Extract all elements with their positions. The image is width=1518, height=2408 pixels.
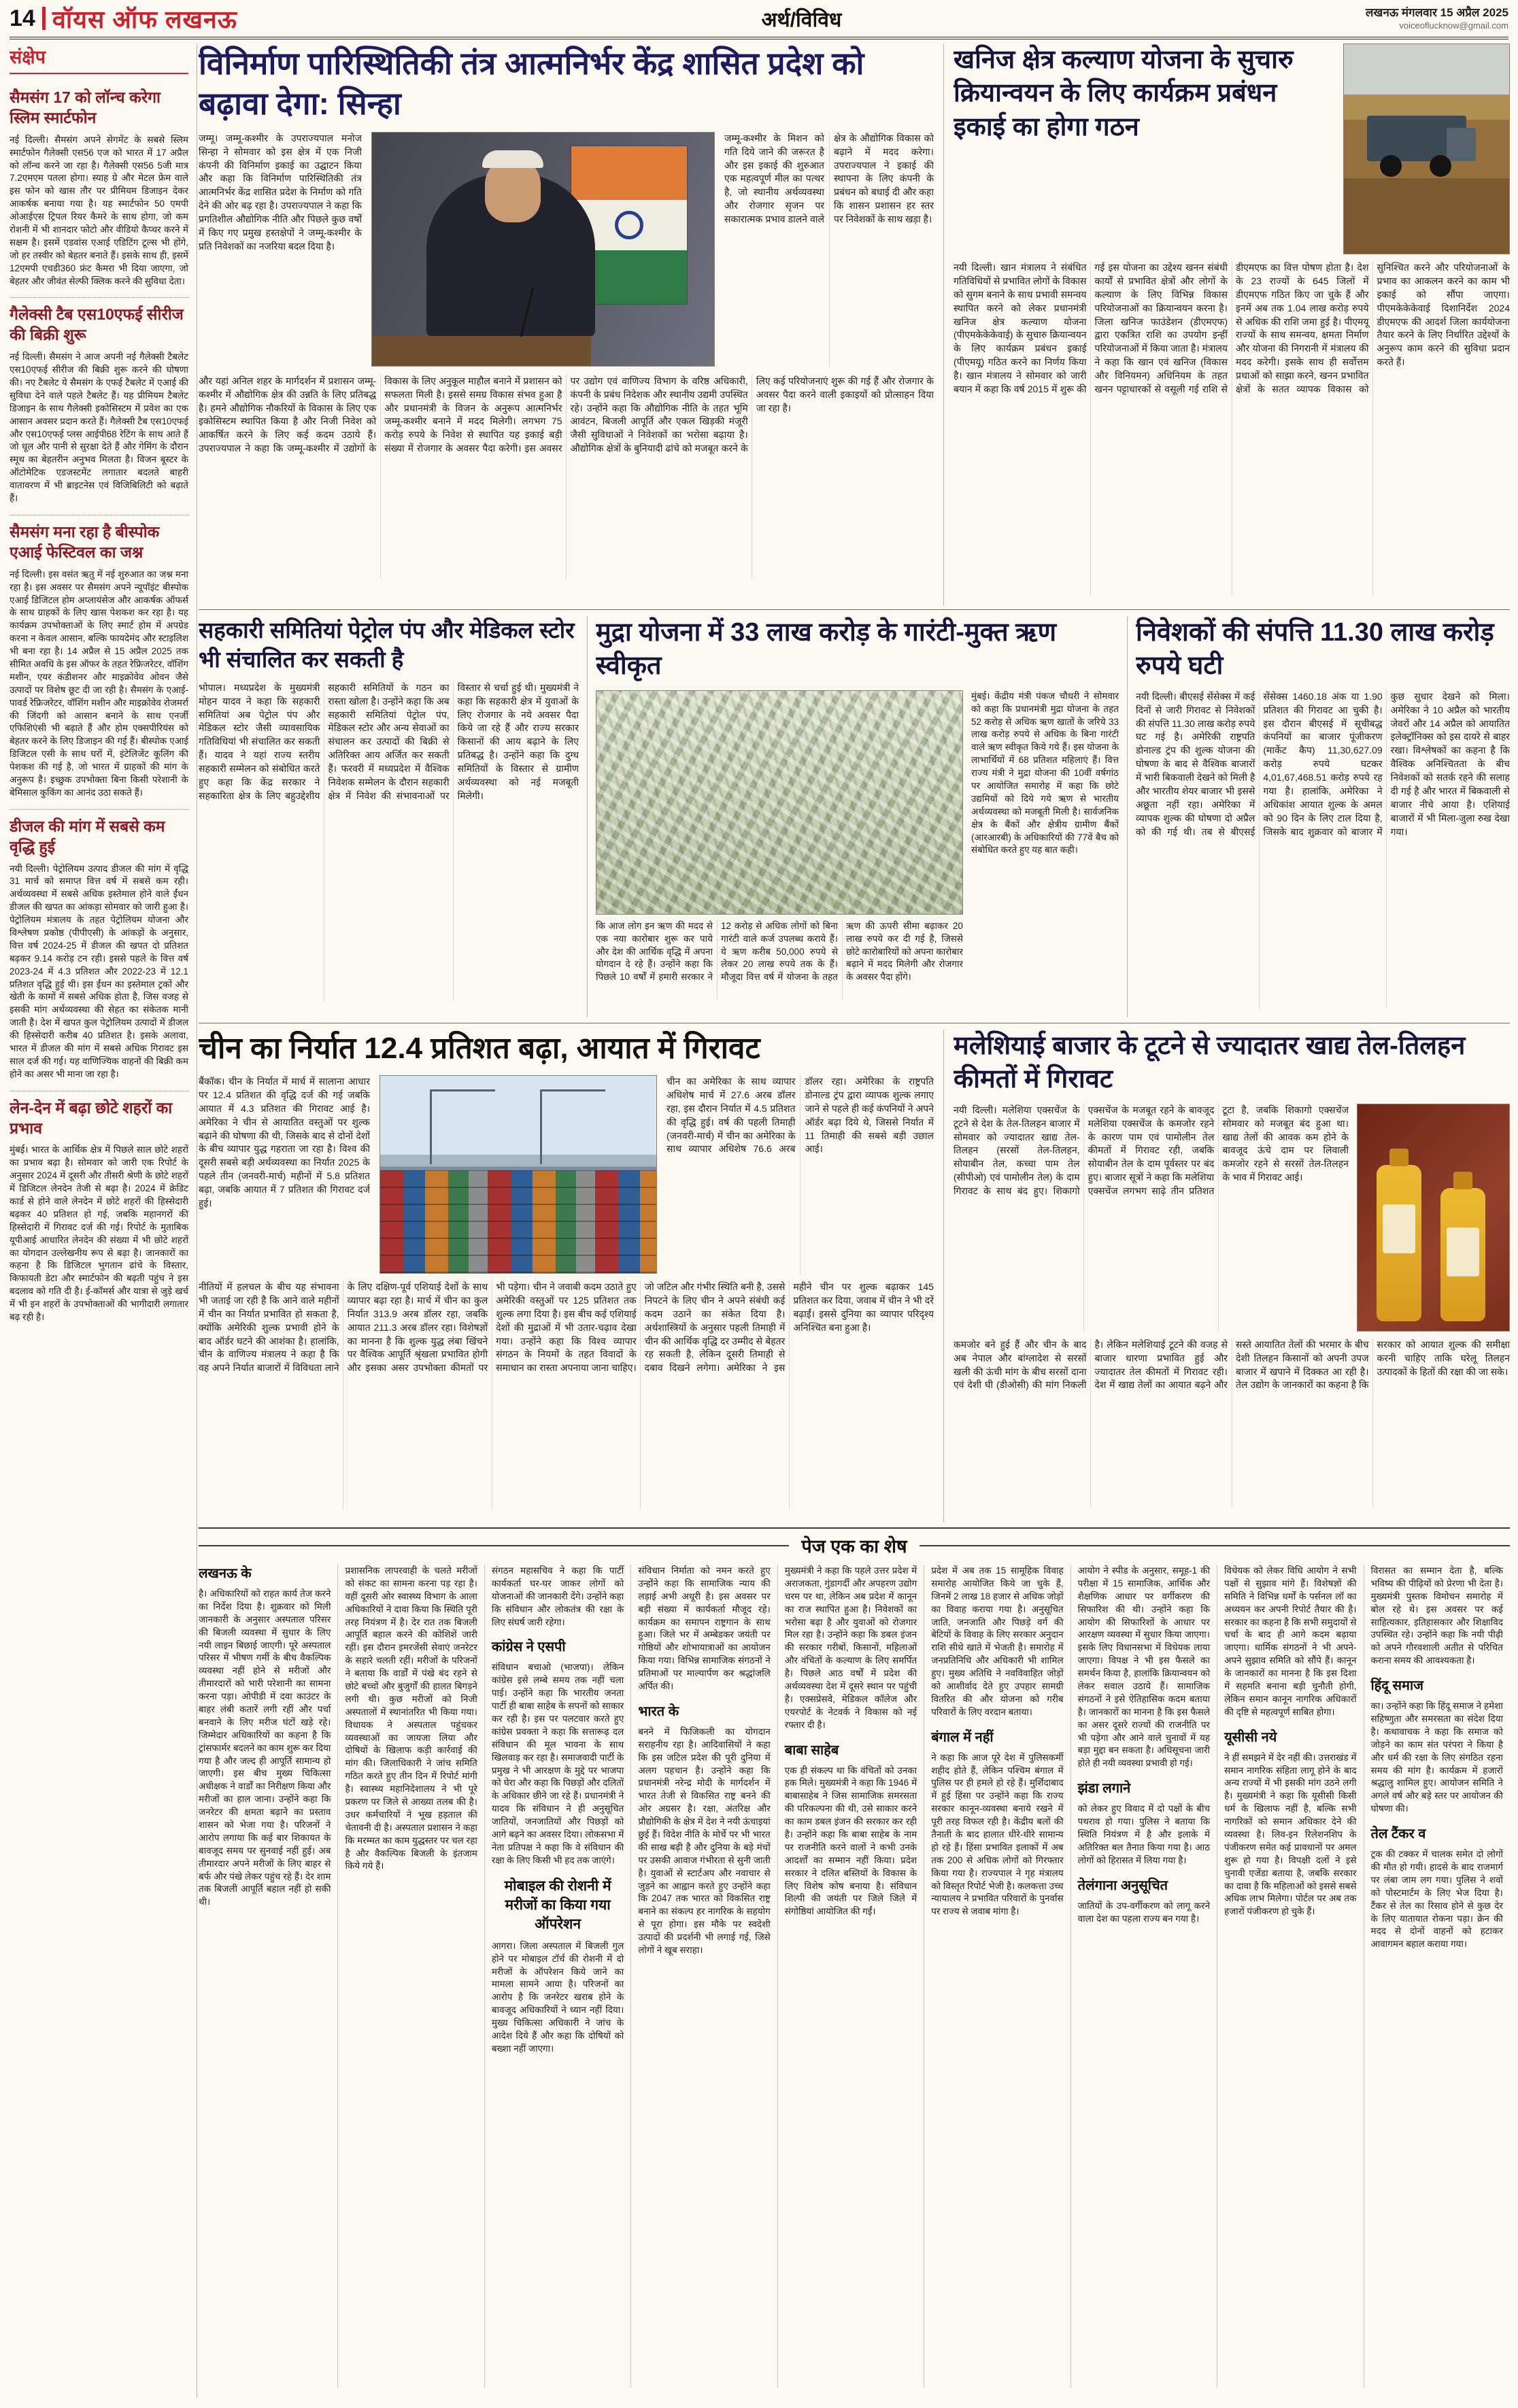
minister-flag-photo bbox=[371, 132, 715, 367]
brief-story-bespoke-ai bbox=[10, 515, 188, 800]
brief-body: नई दिल्ली। इस वसंत ऋतु में नई शुरुआत का जश्न मना रहा है। इस अवसर पर सैमसंग अपने न्यूपॉइंट बीस्पोक एआई डिजिटल होम अप्लायंसेज और आकर्षक ऑफर्स के साथ ग्राहकों के लिए खास पेशकश कर रहा है। यह कार्यक्रम उपभोक्ताओं के लिए स्मार्ट होम में अपग्रेड करना न केवल आसान, बल्कि फायदेमंद और स्टाइलिश भी बना रहा है। 14 अप्रैल से 15 अप्रैल 2025 तक सीमित अवधि के इस ऑफर के तहत रेफ्रिजरेटर, वॉशिंग मशीन, एयर कंडीशनर और माइक्रोवेव ओवन जैसे उत्पादों पर विशेष छूट दी जा रही है। सैमसंग के एआई-पावर्ड रेफ्रिजरेटर, वॉशिंग मशीन और माइक्रोवेव रोजमर्रा की जिंदगी को आसान बनाने के साथ एनर्जी एफिशिएंसी भी बढ़ाते हैं और होम एक्सपीरियंस को बेहतर करने के लिए डिजाइन की गई हैं। बीस्पोक एआई डिजिटल एसी के साथ घरों में, इंटेलिजेंट कूलिंग की पेशकश की गई है, जो भारत में ग्राहकों की मांग के अनुरूप है। इच्छुक उपभोक्ता बिना किसी परेशानी के बेमिसाल कुकिंग का आनंद उठा सकते हैं। bbox=[10, 569, 188, 798]
dateline-group bbox=[1366, 5, 1508, 31]
jump-head: यूसीसी नये bbox=[1224, 1729, 1277, 1745]
story-body-bottom: कमजोर बने हुई हैं और चीन के बाद अब नेपाल और बांग्लादेश से सरसों खली की ऊंची मांग के बीच सरसों दाना एवं देशी घी (डीओसी) की मांग निकली है। लेकिन मलेशियाई टूटने की वजह से बाजार धारणा प्रभावित हुई और ज्यादातर तेल कीमतों में गिरावट रही। देश में खाद्य तेलों का आयात बढ़ने और सस्ते आयातित तेलों की भरमार के बीच देशी तिलहन किसानों को अपनी उपज बाजार में खपाने में दिक्कत आ रही है। तेल उद्योग के जानकारों का कहना है कि सरकार को आयात शुल्क की समीक्षा करनी चाहिए ताकि घरेलू तिलहन उत्पादकों के हितों की रक्षा की जा सके। bbox=[954, 1338, 1510, 1391]
briefs-sidebar bbox=[10, 44, 197, 2398]
brief-headline: डीजल की मांग में सबसे कम वृद्धि हुई bbox=[10, 817, 165, 855]
crane-shape bbox=[540, 1089, 542, 1164]
story-top-row bbox=[199, 132, 934, 367]
container-stacks bbox=[380, 1170, 656, 1273]
brief-story-samsung-slim bbox=[10, 81, 188, 288]
jump-text: ने हीं समझने में देर नहीं की। उत्तराखंड में समान नागरिक संहिता लागू होने के बाद अन्य राज्यों में भी इसकी मांग उठने लगी है। मुख्यमंत्री ने कहा कि यूसीसी किसी धर्म के खिलाफ नहीं है, बल्कि सभी नागरिकों को समान अधिकार देने की व्यवस्था है। लिव-इन रिलेशनशिप के पंजीकरण समेत कई प्रावधानों पर अमल शुरू हो गया है। विपक्षी दलों ने इसे चुनावी एजेंडा बताया है, जबकि सरकार का दावा है कि महिलाओं को इससे सबसे अधिक लाभ मिलेगा। पोर्टल पर अब तक हजारों पंजीकरण हो चुके हैं। bbox=[1224, 1752, 1357, 1917]
continuation-col-lucknow bbox=[199, 1565, 337, 2388]
story-top-row bbox=[954, 44, 1510, 254]
band-title: पेज एक का शेष bbox=[801, 1536, 907, 1557]
jump-head: झंडा लगाने bbox=[1077, 1781, 1131, 1797]
jump-text: का। उन्होंने कहा कि हिंदू समाज ने हमेशा सहिष्णुता और समरसता का संदेश दिया है। कथावाचक ने कहा कि समाज को जोड़ने का काम संत परंपरा ने किया है और धर्म की रक्षा के लिए संगठित रहना समय की मांग है। कार्यक्रम में हजारों श्रद्धालु शामिल हुए। आयोजन समिति ने अगले वर्ष और बड़े स्तर पर आयोजन की घोषणा की। bbox=[1370, 1701, 1503, 1814]
story-top-row bbox=[596, 690, 1119, 1002]
oil-bottle-shape bbox=[1377, 1165, 1421, 1321]
brief-body: नयी दिल्ली। पेट्रोलियम उत्पाद डीजल की मांग में वृद्धि 31 मार्च को समाप्त वित्त वर्ष में सबसे कम रही। अर्थव्यवस्था में सबसे अधिक इस्तेमाल होने वाले ईंधन डीजल की खपत का आंकड़ा सोमवार को जारी हुआ है। पेट्रोलियम मंत्रालय के तहत पेट्रोलियम योजना और विश्लेषण प्रकोष्ठ (पीपीएसी) के आंकड़ों के अनुसार, वित्त वर्ष 2024-25 में डीजल की खपत दो प्रतिशत बढ़कर 9.14 करोड़ टन रही। इससे पहले के वित्त वर्ष 2023-24 में 4.3 प्रतिशत और 2022-23 में 12.1 प्रतिशत वृद्धि हुई थी। इस ईंधन का इस्तेमाल ट्रकों और खेती के कामों में सबसे अधिक होता है, जिस वजह से इसकी मांग अर्थव्यवस्था की सेहत का संकेतक मानी जाती है। देश में खपत कुल पेट्रोलियम उत्पादों में डीजल की हिस्सेदारी करीब 40 प्रतिशत है। इसके अलावा, भारत में डीजल की मांग में सबसे अधिक गिरावट इस साल दर्ज की गई। यह वाणिज्यिक वाहनों की बिक्री कम होने का असर भी माना जा रहा है। bbox=[10, 863, 188, 1079]
masthead-divider bbox=[42, 7, 46, 30]
continuation-col-congress bbox=[484, 1565, 630, 2388]
brief-headline: गैलेक्सी टैब एस10एफई सीरीज की बिक्री शुरू bbox=[10, 305, 184, 344]
story-body-right: चीन का अमेरिका के साथ व्यापार अधिशेष मार्च में 27.6 अरब डॉलर रहा, इस दौरान निर्यात में 4.5 प्रतिशत की वृद्धि हुई। वर्ष की पहली तिमाही (जनवरी-मार्च) में चीन का अमेरिका के साथ व्यापार अधिशेष 76.6 अरब डॉलर रहा। अमेरिका के राष्ट्रपति डोनाल्ड ट्रंप द्वारा व्यापक शुल्क लगाए जाने से पहले ही कई कंपनियों ने अपने ऑर्डर बढ़ा दिये थे, जिससे निर्यात में 11 तिमाही की सबसे बड़ी उछाल आई। bbox=[667, 1076, 934, 1155]
story-body-below: कि आज लोग इन ऋण की मदद से एक नया कारोबार शुरू कर पाये और देश की आर्थिक वृद्धि में अपना योगदान दे रहे हैं। उन्होंने कहा कि पिछले 10 वर्षों में हमारी सरकार ने 12 करोड़ से अधिक लोगों को बिना गारंटी वाले कर्ज उपलब्ध कराये हैं। ये ऋण करीब 50,000 रुपये से लेकर 20 लाख रुपये तक के हैं। मौजूदा वित्त वर्ष में योजना के तहत ऋण की ऊपरी सीमा बढ़ाकर 20 लाख रुपये कर दी गई है, जिससे छोटे कारोबारियों को अपना कारोबार बढ़ाने में मदद मिलेगी और रोजगार के अवसर पैदा होंगे। bbox=[596, 920, 963, 983]
jump-text: प्रदेश में अब तक 15 सामूहिक विवाह समारोह आयोजित किये जा चुके हैं, जिनमें 2 लाख 18 हजार से अधिक जोड़ों का विवाह कराया गया है। अनुसूचित जाति, जनजाति और पिछड़े वर्ग की बेटियों के विवाह के लिए सरकार अनुदान राशि सीधे खाते में भेजती है। समारोह में जनप्रतिनिधि और अधिकारी भी शामिल हुए। मुख्य अतिथि ने नवविवाहित जोड़ों को आशीर्वाद देते हुए उपहार सामग्री वितरित की और योजना को गरीब परिवारों के लिए वरदान बताया। bbox=[931, 1565, 1064, 1717]
jump-text: आयोग ने स्पीड के अनुसार, समूह-1 की परीक्षा में 15 सामाजिक, आर्थिक और शैक्षणिक आधार पर वर्गीकरण की सिफारिश की थी। उन्होंने कहा कि आयोग की सिफारिशों के आधार पर आरक्षण व्यवस्था में सुधार किया जाएगा। इसके लिए विधानसभा में विधेयक लाया जाएगा। विपक्ष ने भी इस फैसले का समर्थन किया है, हालांकि क्रियान्वयन को लेकर सवाल उठाये हैं। सामाजिक संगठनों ने इसे ऐतिहासिक कदम बताया है। जानकारों का मानना है कि इस फैसले का असर दूसरे राज्यों की राजनीति पर भी पड़ेगा और आने वाले चुनावों में यह बड़ा मुद्दा बन सकता है। अधिसूचना जारी होते ही नयी व्यवस्था प्रभावी हो गई। bbox=[1077, 1565, 1211, 1769]
jump-head: बाबा साहेब bbox=[784, 1742, 839, 1758]
story-manufacturing-sinha bbox=[199, 44, 944, 605]
continuation-col-ucc bbox=[1217, 1565, 1363, 2388]
story-mudra-loans bbox=[596, 616, 1128, 1017]
page-header bbox=[10, 4, 1508, 39]
jump-text: बनने में फिजिकली का योगदान सराहनीय रहा है। आदिवासियों ने कहा कि इस जटिल प्रदेश की पूरी दुनिया में अलग पहचान है। उन्होंने कहा कि प्रधानमंत्री नरेन्द्र मोदी के मार्गदर्शन में भारत तेजी से विकसित राष्ट्र बनने की ओर अग्रसर है। रक्षा, अंतरिक्ष और प्रौद्योगिकी के क्षेत्र में देश ने नयी ऊंचाइयां छुई हैं। विदेश नीति के मोर्चे पर भी भारत की साख बढ़ी है और दुनिया के बड़े मंचों पर उसकी आवाज गंभीरता से सुनी जाती है। युवाओं से स्टार्टअप और नवाचार से जुड़ने का आह्वान करते हुए उन्होंने कहा कि 2047 तक भारत को विकसित राष्ट्र बनाने का संकल्प हर नागरिक के सहयोग से पूरा होगा। इस मौके पर स्वदेशी उत्पादों की प्रदर्शनी भी लगाई गई, जिसे लोगों ने खूब सराहा। bbox=[638, 1726, 771, 1956]
brief-body: नई दिल्ली। सैमसंग अपने सेगमेंट के सबसे स्लिम स्मार्टफोन गैलेक्सी एस56 एज को भारत में 17 अप्रैल को लॉन्च करने जा रहा है। गैलेक्सी एस56 5जी मात्र 7.2एमएम पतला होगा। स्याह ग्रे और मेटल फ्रेम वाले इस फोन को खास तौर पर प्रीमियम डिजाइन देकर आकर्षक बनाया गया है। यह स्मार्टफोन 50 एमपी ओआईएस ट्रिपल रियर कैमरे के साथ होगा, जो कम रोशनी में भी शानदार फोटो और वीडियो कैप्चर करने में सक्षम है। इसमें एडवांस एआई एडिटिंग टूल्स भी होंगे, जो हर तस्वीर को बेहतर बनाते हैं। इसके साथ ही, इसमें 12एमपी एचडी360 फ्रंट कैमरा भी दिया जाएगा, जो बेहतर और जीवंत सेल्फी क्लिक करने की सुविधा देता। bbox=[10, 134, 188, 286]
story-body-main: नयी दिल्ली। मलेशिया एक्सचेंज के टूटने से देश के तेल-तिलहन बाजार में सोमवार को ज्यादातर खाद्य तेल-तिलहन (सरसों तेल-तिलहन, सोयाबीन तेल, कच्चा पाम तेल (सीपीओ) एवं पामोलीन तेल) के दाम गिरावट के साथ बंद हुए। शिकागो एक्सचेंज के मजबूत रहने के बावजूद मलेशिया एक्सचेंज के कमजोर रहने के कारण पाम एवं पामोलीन तेल कीमतों में गिरावट रही, जबकि सोयाबीन तेल के दाम पूर्वस्तर पर बंद हुए। बाजार सूत्रों ने कहा कि मलेशिया एक्सचेंज लगभग साढ़े तीन प्रतिशत टूटा है, जबकि शिकागो एक्सचेंज सोमवार को मजबूत बंद हुआ था। खाद्य तेलों की आवक कम होने के बावजूद ऊंचे दाम पर लिवाली कमजोर रहने से सरसों तेल-तिलहन के भाव में गिरावट आई। bbox=[954, 1104, 1349, 1197]
story-body-left: बैंकॉक। चीन के निर्यात में मार्च में सालाना आधार पर 12.4 प्रतिशत की वृद्धि दर्ज की गई जबकि आयात में 4.3 प्रतिशत की गिरावट आई है। अमेरिका ने चीन से आयातित वस्तुओं पर शुल्क बढ़ाने की घोषणा की थी, जिसके बाद से दोनों देशों के बीच व्यापार युद्ध गहराता जा रहा है। विश्व की दूसरी सबसे बड़ी अर्थव्यवस्था का निर्यात 2025 के पहले तीन (जनवरी-मार्च) महीनों में 5.8 प्रतिशत बढ़ा, जबकि आयात में 7 प्रतिशत की गिरावट दर्ज हुई। bbox=[199, 1076, 370, 1208]
jump-text: मुख्यमंत्री ने कहा कि पहले उत्तर प्रदेश में अराजकता, गुंडागर्दी और अपहरण उद्योग चरम पर था, लेकिन अब प्रदेश में कानून का राज स्थापित हुआ है। निवेशकों का भरोसा बढ़ा है और युवाओं को रोजगार मिल रहा है। उन्होंने कहा कि डबल इंजन की सरकार गरीबों, किसानों, महिलाओं और वंचितों के कल्याण के लिए समर्पित है। पिछले आठ वर्षों में प्रदेश की अर्थव्यवस्था देश में दूसरे स्थान पर पहुंची है। एक्सप्रेसवे, मेडिकल कॉलेज और एयरपोर्ट के नेटवर्क ने विकास को नई रफ्तार दी है। bbox=[784, 1565, 917, 1730]
story-headline: विनिर्माण पारिस्थितिकी तंत्र आत्मनिर्भर केंद्र शासित प्रदेश को बढ़ावा देगा: सिन्हा bbox=[199, 46, 864, 121]
oil-bottles-photo bbox=[1357, 1104, 1510, 1332]
jump-head: हिंदू समाज bbox=[1370, 1678, 1423, 1694]
story-body-bottom: नीतियों में हलचल के बीच यह संभावना भी जताई जा रही है कि आने वाले महीनों में चीन का निर्यात प्रभावित हो सकता है, क्योंकि अमेरिकी शुल्क प्रभावी होने के बाद ऑर्डर घटने की आशंका है। हालांकि, चीन के वाणिज्य मंत्रालय ने कहा है कि वह अपने निर्यात बाजारों में विविधता लाने के लिए दक्षिण-पूर्व एशियाई देशों के साथ व्यापार बढ़ा रहा है। मार्च में चीन का कुल निर्यात 313.9 अरब डॉलर रहा, जबकि आयात 211.3 अरब डॉलर रहा। विशेषज्ञों का मानना है कि शुल्क युद्ध लंबा खिंचने पर वैश्विक आपूर्ति श्रृंखला प्रभावित होगी और इसका असर उपभोक्ता कीमतों पर भी पड़ेगा। चीन ने जवाबी कदम उठाते हुए अमेरिकी वस्तुओं पर 125 प्रतिशत तक शुल्क लगा दिया है। इस बीच कई एशियाई देशों की मुद्राओं में भी उतार-चढ़ाव देखा गया। उन्होंने कहा कि विश्व व्यापार संगठन के नियमों के तहत विवादों के समाधान का रास्ता अपनाया जाना चाहिए। जो जटिल और गंभीर स्थिति बनी है, उससे निपटने के लिए चीन ने अपने संबंधी कई कदम उठाने का संकेत दिया है। अर्थशास्त्रियों के अनुसार पहली तिमाही में चीन की आर्थिक वृद्धि दर उम्मीद से बेहतर रह सकती है, लेकिन दूसरी तिमाही से दबाव दिखने लगेगा। अमेरिका ने इस महीने चीन पर शुल्क बढ़ाकर 145 प्रतिशत कर दिया, जवाब में चीन ने भी दरें बढ़ाईं। इससे दुनिया का व्यापार परिदृश्य अनिश्चित बना हुआ है। bbox=[199, 1281, 934, 1374]
story-body-right: जम्मू-कश्मीर के मिशन को गति दिये जाने की जरूरत है और इस इकाई की शुरुआत एक महत्वपूर्ण मील का पत्थर है, जो स्थानीय अर्थव्यवस्था और रोजगार सृजन पर सकारात्मक प्रभाव डालने वाले क्षेत्र के औद्योगिक विकास को बढ़ाने में मदद करेगा। उपराज्यपाल ने इकाई की स्थापना के लिए कंपनी के प्रबंधन को बधाई दी और कहा कि शासन प्रशासन हर स्तर पर निवेशकों के साथ खड़ा है। bbox=[724, 132, 934, 224]
masthead-group bbox=[10, 2, 237, 35]
story-top-row bbox=[199, 1075, 934, 1274]
jump-head: तेलंगाना अनुसूचित bbox=[1077, 1878, 1168, 1893]
brief-headline: सैमसंग 17 को लॉन्च करेगा स्लिम स्मार्टफोन bbox=[10, 88, 161, 126]
horizontal-rule bbox=[199, 609, 1510, 610]
brief-story-diesel-demand bbox=[10, 809, 188, 1081]
jump-head: तेल टैंकर व bbox=[1370, 1827, 1426, 1842]
story-body: भोपाल। मध्यप्रदेश के मुख्यमंत्री मोहन यादव ने कहा कि सहकारी समितियां अब पेट्रोल पंप और मेडिकल स्टोर जैसी व्यावसायिक गतिविधियां भी संचालित कर सकती हैं। यादव ने यहां राज्य स्तरीय सहकारी सम्मेलन को संबोधित करते हुए कहा कि केंद्र सरकार ने सहकारिता क्षेत्र के लिए बहुउद्देशीय सहकारी समितियों के गठन का रास्ता खोला है। उन्होंने कहा कि अब सहकारी समितियां पेट्रोल पंप, मेडिकल स्टोर और अन्य सेवाओं का संचालन कर उत्पादों की बिक्री से अतिरिक्त आय अर्जित कर सकती हैं। फरवरी में मध्यप्रदेश में वैश्विक निवेशक सम्मेलन के दौरान सहकारी क्षेत्र में निवेश की संभावनाओं पर विस्तार से चर्चा हुई थी। मुख्यमंत्री ने कहा कि सहकारी क्षेत्र में युवाओं के लिए रोजगार के नये अवसर पैदा किये जा रहे हैं और राज्य सरकार किसानों की आय बढ़ाने के लिए प्रतिबद्ध है। उन्होंने कहा कि दुग्ध समितियों के विस्तार से ग्रामीण अर्थव्यवस्था को नई मजबूती मिलेगी। bbox=[199, 681, 579, 801]
jump-text: ट्रक की टक्कर में चालक समेत दो लोगों की मौत हो गयी। हादसे के बाद राजमार्ग पर लंबा जाम लग गया। पुलिस ने शवों को पोस्टमार्टम के लिए भेज दिया है। टैंकर से तेल का रिसाव होने से कुछ देर के लिए यातायात रोकना पड़ा। क्रेन की मदद से दोनों वाहनों को हटाकर आवागमन बहाल कराया गया। bbox=[1370, 1849, 1503, 1950]
jump-text: संगठन महासचिव ने कहा कि पार्टी कार्यकर्ता घर-घर जाकर लोगों को योजनाओं की जानकारी देंगे। उन्होंने कहा कि संविधान और लोकतंत्र की रक्षा के लिए संघर्ष जारी रहेगा। bbox=[491, 1565, 624, 1627]
jump-text: संविधान बचाओ (भाजपा)। लेकिन कांग्रेस इसे लम्बे समय तक नहीं चला पाई। उन्होंने कहा कि भारतीय जनता पार्टी ही बाबा साहेब के सपनों को साकार कर रही है। इस पर पलटवार करते हुए कांग्रेस प्रवक्ता ने कहा कि सत्तारूढ़ दल संविधान की मूल भावना के साथ खिलवाड़ कर रहा है। समाजवादी पार्टी के प्रमुख ने भी आरक्षण के मुद्दे पर भाजपा को घेरा और कहा कि पिछड़ों और दलितों के अधिकार छीने जा रहे हैं। प्रधानमंत्री ने यादव कि संविधान ने ही अनुसूचित जातियों, जनजातियों और पिछड़ों को आगे बढ़ने का अवसर दिया। लोकसभा में नेता प्रतिपक्ष ने कहा कि वे संविधान की रक्षा के लिए किसी भी हद तक जाएंगे। bbox=[491, 1662, 624, 1865]
section-title: अर्थ/विविध bbox=[761, 8, 842, 31]
jump-text: एक ही संकल्प था कि वंचितों को उनका हक मिले। मुख्यमंत्री ने कहा कि 1946 में बाबासाहेब ने जिस सामाजिक समरसता की परिकल्पना की थी, उसे साकार करने का काम डबल इंजन की सरकार कर रही है। उन्होंने कहा कि बाबा साहेब के नाम पर राजनीति करने वालों ने कभी उनके आदर्शों का सम्मान नहीं किया। प्रदेश सरकार ने दलित बस्तियों के विकास के लिए विशेष कोष बनाया है। संविधान शिल्पी की जयंती पर जिले जिले में संगोष्ठियां आयोजित की गईं। bbox=[784, 1765, 917, 1917]
story-headline: निवेशकों की संपत्ति 11.30 लाख करोड़ रुपये घटी bbox=[1136, 618, 1494, 681]
jump-text: ने कहा कि आज पूरे देश में पुलिसकर्मी शहीद होते हैं, लेकिन पश्चिम बंगाल में पुलिस पर ही हमले हो रहे हैं। मुर्शिदाबाद में हुई हिंसा पर उन्होंने कहा कि राज्य सरकार कानून-व्यवस्था बनाये रखने में पूरी तरह विफल रही है। केंद्रीय बलों की तैनाती के बाद हालात धीरे-धीरे सामान्य हो रहे हैं। हिंसा प्रभावित इलाकों में अब तक 200 से अधिक लोगों को गिरफ्तार किया गया है। राज्यपाल ने गृह मंत्रालय को विस्तृत रिपोर्ट भेजी है। कलकत्ता उच्च न्यायालय ने प्रभावित परिवारों के पुनर्वास पर राज्य से जवाब मांगा है। bbox=[931, 1752, 1064, 1917]
story-headline: मुद्रा योजना में 33 लाख करोड़ के गारंटी-मुक्त ऋण स्वीकृत bbox=[596, 618, 1057, 681]
jump-text: प्रशासनिक लापरवाही के चलते मरीजों को संकट का सामना करना पड़ रहा है। वहीं दूसरी ओर स्वास्थ्य विभाग के आला अधिकारियों ने दावा किया कि स्थिति पूरी तरह नियंत्रण में है। देर रात तक बिजली आपूर्ति बहाल करने की कोशिशें जारी रहीं। इस दौरान इमरजेंसी सेवाएं जनरेटर के सहारे चलती रहीं। मरीजों के परिजनों ने बताया कि वार्डों में पंखे बंद रहने से छोटे बच्चों और बुजुर्गों की हालत बिगड़ने लगी थी। कुछ मरीजों को निजी अस्पतालों में स्थानांतरित भी किया गया। विधायक ने अस्पताल पहुंचकर व्यवस्थाओं का जायजा लिया और दोषियों के खिलाफ कड़ी कार्रवाई की मांग की। जिलाधिकारी ने जांच समिति गठित करते हुए तीन दिन में रिपोर्ट मांगी है। स्वास्थ्य महानिदेशालय ने भी पूरे प्रकरण पर जिले से आख्या तलब की है। उधर कर्मचारियों ने भूख हड़ताल की चेतावनी दी है। अस्पताल प्रशासन ने कहा कि मरम्मत का काम युद्धस्तर पर चल रहा है और वैकल्पिक बिजली के इंतजाम किये गये हैं। bbox=[345, 1565, 477, 1871]
continuation-col-babasaheb bbox=[777, 1565, 924, 2388]
jump-text: जातियों के उप-वर्गीकरण को लागू करने वाला देश का पहला राज्य बन गया है। bbox=[1077, 1900, 1211, 1924]
story-body-bottom: और यहां अनिल शहर के मार्गदर्शन में प्रशासन जम्मू-कश्मीर में औद्योगिक क्षेत्र की उन्नति के लिए प्रतिबद्ध है। हमने औद्योगिक नौकरियों के विकास के लिए एक इकोसिस्टम स्थापित किया है और निजी निवेश को आकर्षित करने के लिए कई कदम उठाये हैं। उपराज्यपाल ने कहा कि जम्मू-कश्मीर में उद्योगों के विकास के लिए अनुकूल माहौल बनाने में प्रशासन को सफलता मिली है। इससे समग्र विकास संभव हुआ है और प्रधानमंत्री के विजन के अनुरूप आत्मनिर्भर जम्मू-कश्मीर बनाने में मदद मिलेगी। लगभग 75 करोड़ रुपये के निवेश से स्थापित यह इकाई बड़ी संख्या में रोजगार के अवसर पैदा करेगी। इस अवसर पर उद्योग एवं वाणिज्य विभाग के वरिष्ठ अधिकारी, कंपनी के प्रबंध निदेशक और स्थानीय उद्यमी उपस्थित रहे। उन्होंने कहा कि औद्योगिक नीति के तहत भूमि आवंटन, बिजली आपूर्ति और एकल खिड़की मंजूरी जैसी सुविधाओं ने निवेशकों का भरोसा बढ़ाया है। औद्योगिक क्षेत्रों के बुनियादी ढांचे को मजबूत करने के लिए कई परियोजनाएं शुरू की गई हैं और रोजगार के अवसर पैदा करने वाली इकाइयों को प्रोत्साहन दिया जा रहा है। bbox=[199, 375, 934, 454]
story-edible-oil bbox=[954, 1030, 1510, 1522]
jump-text: विरासत का सम्मान देता है, बल्कि भविष्य की पीढ़ियों को प्रेरणा भी देता है। मुख्यमंत्री पुस्तक विमोचन समारोह में बोल रहे थे। इस अवसर पर कई साहित्यकार, इतिहासकार और शिक्षाविद उपस्थित रहे। उन्होंने कहा कि नयी पीढ़ी को अपने गौरवशाली अतीत से परिचित कराना समय की आवश्यकता है। bbox=[1370, 1565, 1503, 1666]
brief-body: नई दिल्ली। सैमसंग ने आज अपनी नई गैलेक्सी टैबलेट एस10एफई सीरीज की बिक्री शुरू करने की घोषणा की। नए टैबलेट ये सैमसंग के एफई टैबलेट में एआई की सुविधा देने वाले पहले टैबलेट हैं। यह प्रीमियम टैबलेट डिजाइन के साथ गैलेक्सी इकोसिस्टम में प्रवेश का एक आसान अवसर प्रदान करते हैं। गैलेक्सी टैब एस10एफई और एस10एफई प्लस आईपी68 रेटिंग के साथ आते हैं जो धूल और पानी से सुरक्षा देते हैं और गेमिंग के दौरान स्मूथ का बेहतरीन अनुभव मिलता है। विजन बूस्टर के ऑटोमेटिक एडजस्टमेंट लगातार बदलते बाहरी वातावरण में भी ब्राइटनेस एवं विजिबिलिटी को बढ़ाते हैं। bbox=[10, 352, 188, 504]
brief-story-galaxy-tab bbox=[10, 297, 188, 505]
currency-notes-photo bbox=[596, 690, 963, 915]
story-cooperatives bbox=[199, 616, 588, 1017]
jump-head: लखनऊ के bbox=[199, 1566, 252, 1581]
brief-headline: सैमसंग मना रहा है बीस्पोक एआई फेस्टिवल का जश्न bbox=[10, 522, 160, 561]
continuation-col-hindu-samaj bbox=[1364, 1565, 1510, 2388]
jump-text: को लेकर हुए विवाद में दो पक्षों के बीच पथराव हो गया। पुलिस ने बताया कि स्थिति नियंत्रण में है और इलाके में अतिरिक्त बल तैनात किया गया है। आठ लोगों को हिरासत में लिया गया है। bbox=[1077, 1803, 1211, 1865]
oil-bottle-shape bbox=[1440, 1188, 1485, 1321]
story-body-left: जम्मू। जम्मू-कश्मीर के उपराज्यपाल मनोज सिन्हा ने सोमवार को इस क्षेत्र में एक निजी कंपनी की विनिर्माण इकाई का उद्घाटन किया और कहा कि विनिर्माण पारिस्थितिकी तंत्र आत्मनिर्भर केंद्र शासित प्रदेश के निर्माण को गति देने की ओर बढ़ रहा है। उपराज्यपाल ने कहा कि प्रगतिशील औद्योगिक नीति और पिछले कुछ वर्षों में किए गए प्रमुख हस्तक्षेपों ने जम्मू-कश्मीर के प्रति निवेशकों का नजरिया बदल दिया है। bbox=[199, 132, 362, 252]
story-body: नयी दिल्ली। बीएसई सेंसेक्स में कई दिनों से जारी गिरावट से निवेशकों की संपत्ति 11.30 लाख करोड़ रुपये घट गई है। अमेरिकी राष्ट्रपति डोनाल्ड ट्रंप की शुल्क योजना की घोषणा के बाद से वैश्विक बाजारों में भारी बिकवाली देखने को मिली है और भारतीय शेयर बाजार भी इससे अछूता नहीं रहा। अमेरिका में व्यापक शुल्क की घोषणा दो अप्रैल को की गई थी। तब से बीएसई सेंसेक्स 1460.18 अंक या 1.90 प्रतिशत की गिरावट आ चुकी है। इस दौरान बीएसई में सूचीबद्ध कंपनियों का बाजार पूंजीकरण (मार्केट कैप) 11,30,627.09 करोड़ रुपये घटकर 4,01,67,468.51 करोड़ रुपये रह गया है। हालांकि, अमेरिका ने अधिकांश आयात शुल्क के अमल को 90 दिन के लिए टाल दिया है, जिसके बाद शुक्रवार को बाजार में कुछ सुधार देखने को मिला। अमेरिका ने 10 अप्रैल को भारतीय जेवरों और 14 अप्रैल को आयातित इलेक्ट्रॉनिक्स को इस दायरे से बाहर रखा। विश्लेषकों का कहना है कि वैश्विक अनिश्चितता के बीच निवेशकों को सतर्क रहने की सलाह दी गई है और भारत में बिकवाली से बाजार नीचे आया है। एशियाई बाजारों में भी मिला-जुला रुख देखा गया। bbox=[1136, 690, 1510, 837]
jump-head: भारत के bbox=[638, 1703, 679, 1719]
story-headline: चीन का निर्यात 12.4 प्रतिशत बढ़ा, आयात में गिरावट bbox=[199, 1032, 760, 1065]
continuation-col-bharat bbox=[630, 1565, 777, 2388]
mining-truck-photo bbox=[1343, 44, 1510, 254]
story-headline: सहकारी समितियां पेट्रोल पंप और मेडिकल स्टोर भी संचालित कर सकती है bbox=[199, 617, 575, 672]
story-investor-wealth bbox=[1136, 616, 1510, 1017]
horizontal-rule bbox=[199, 1527, 1510, 1529]
story-body: नयी दिल्ली। खान मंत्रालय ने संबंधित गतिविधियों से प्रभावित लोगों के विकास को सुगम बनाने के साथ प्रभावी समन्वय स्थापित करने को लेकर प्रधानमंत्री खनिज क्षेत्र कल्याण योजना (पीएमकेकेकेवाई) के सुचारु क्रियान्वयन के लिए कार्यक्रम प्रबंधन इकाई (पीएमयू) गठित करने का निर्णय किया है। खान मंत्रालय ने सोमवार को जारी बयान में कहा कि वर्ष 2015 में शुरू की गई इस योजना का उद्देश्य खनन संबंधी कार्यों से प्रभावित क्षेत्रों और लोगों के कल्याण के लिए विभिन्न विकास परियोजनाओं का क्रियान्वयन करना है। जिला खनिज फाउंडेशन (डीएमएफ) द्वारा एकत्रित राशि का उपयोग इन्हीं परियोजनाओं में किया जाता है। मंत्रालय ने कहा कि खान एवं खनिज (विकास और विनियमन) अधिनियम के तहत खनन पट्टाधारकों से वसूली गई राशि से डीएमएफ का वित्त पोषण होता है। देश के 23 राज्यों के 645 जिलों में डीएमएफ गठित किए जा चुके हैं और इनमें अब तक 1.04 लाख करोड़ रुपये से अधिक की राशि जमा हुई है। पीएमयू राज्यों के साथ समन्वय, क्षमता निर्माण और योजना की निगरानी में मंत्रालय की मदद करेगी। इसके साथ ही सर्वोत्तम प्रथाओं को साझा करने, खनन प्रभावित क्षेत्रों के सतत व्यापक विकास को सुनिश्चित करने और परियोजनाओं के प्रभाव का आकलन करने का काम भी इकाई को सौंपा जाएगा। पीएमकेकेकेवाई दिशानिर्देश 2024 डीएमएफ की आदर्श जिला कार्ययोजना तैयार करने के लिए निर्धारित उद्देश्यों के अनुरूप काम करने की सुविधा प्रदान करते हैं। bbox=[954, 262, 1510, 394]
briefs-label: संक्षेप bbox=[10, 44, 188, 74]
story-headline: मलेशियाई बाजार के टूटने से ज्यादातर खाद्य तेल-तिलहन कीमतों में गिरावट bbox=[954, 1032, 1466, 1094]
podium-shape bbox=[372, 336, 591, 366]
continuation-col-2 bbox=[337, 1565, 484, 2388]
page-number: 14 bbox=[10, 5, 35, 31]
continuation-col-telangana bbox=[1070, 1565, 1217, 2388]
jump-head: कांग्रेस ने एसपी bbox=[491, 1640, 566, 1655]
story-top-row bbox=[954, 1104, 1510, 1332]
city-date: लखनऊ मंगलवार 15 अप्रैल 2025 bbox=[1365, 6, 1508, 20]
masthead: वॉयस ऑफ लखनऊ bbox=[52, 5, 238, 33]
brief-story-small-cities bbox=[10, 1091, 188, 1324]
story-headline: खनिज क्षेत्र कल्याण योजना के सुचारु क्रियान्वयन के लिए कार्यक्रम प्रबंधन इकाई का होगा गठन bbox=[954, 46, 1294, 141]
jump-text: है। अधिकारियों को राहत कार्य तेज करने का निर्देश दिया है। शुक्रवार को मिली जानकारी के अनुसार अस्पताल परिसर की बिजली व्यवस्था में सुधार के लिए नयी लाइन बिछाई जाएगी। पूरे अस्पताल परिसर में भीषण गर्मी के बीच वैकल्पिक व्यवस्था नहीं होने से मरीजों और तीमारदारों को भारी परेशानी का सामना करना पड़ा। ओपीडी में दवा काउंटर के बाहर लंबी कतारें लगी रहीं और पर्चा बनवाने के लिए मरीज घंटों खड़े रहे। जिम्मेदार अधिकारियों का कहना है कि ट्रांसफार्मर बदलने का काम शुरू कर दिया गया है और जल्द ही आपूर्ति सामान्य हो जाएगी। इस बीच मुख्य चिकित्सा अधीक्षक ने वार्डों का निरीक्षण किया और मरीजों का हाल जाना। उन्होंने कहा कि जनरेटर की क्षमता बढ़ाने का प्रस्ताव शासन को भेजा गया है। परिजनों ने आरोप लगाया कि कई बार शिकायत के बावजूद समय पर सुनवाई नहीं हुई। अब तीमारदार अपने मरीजों के लिए बाहर से बर्फ और पंखे लेकर पहुंच रहे हैं। देर शाम तक बिजली आपूर्ति बहाल नहीं हो सकी थी। bbox=[199, 1589, 331, 1907]
brief-body: मुंबई। भारत के आर्थिक क्षेत्र में पिछले साल छोटे शहरों का प्रभाव बढ़ा है। सोमवार को जारी एक रिपोर्ट के अनुसार 2024 में दूसरी और तीसरी श्रेणी के छोटे शहरों में डिजिटल लेनदेन तेजी से बढ़ा है। 2024 में क्रेडिट कार्ड से होने वाले लेनदेन में छोटे शहरों की हिस्सेदारी बढ़कर 40 प्रतिशत हो गई, जबकि महानगरों की हिस्सेदारी में गिरावट दर्ज की गई। रिपोर्ट के मुताबिक यूपीआई आधारित लेनदेन की संख्या में भी छोटे शहरों का योगदान उल्लेखनीय रूप से बढ़ा है। जानकारों का कहना है कि डिजिटल भुगतान ढांचे के विस्तार, किफायती डेटा और स्मार्टफोन की बढ़ती पहुंच ने इस बदलाव को गति दी है। ई-कॉमर्स और यात्रा से जुड़े खर्च में भी इन शहरों के उपभोक्ताओं की भागीदारी लगातार बढ़ रही है। bbox=[10, 1144, 188, 1323]
band-header bbox=[199, 1533, 1510, 1558]
brief-headline: लेन-देन में बढ़ा छोटे शहरों का प्रभाव bbox=[10, 1098, 173, 1137]
jump-text: विधेयक को लेकर विधि आयोग ने सभी पक्षों से सुझाव मांगे हैं। विशेषज्ञों की समिति ने विभिन्न धर्मों के पर्सनल लॉ का अध्ययन कर अपनी रिपोर्ट तैयार की है। सरकार का कहना है कि सभी समुदायों से चर्चा के बाद ही आगे कदम बढ़ाया जाएगा। धार्मिक संगठनों ने भी अपने-अपने सुझाव समिति को सौंपे हैं। कानून के जानकारों का मानना है कि इस दिशा में सहमति बनाना बड़ी चुनौती होगी, लेकिन समान कानून नागरिक अधिकारों की दृष्टि से महत्वपूर्ण साबित होगा। bbox=[1224, 1565, 1357, 1717]
ashoka-chakra-icon bbox=[615, 211, 643, 239]
jump-head: बंगाल में नहीं bbox=[931, 1729, 994, 1745]
jump-bighead: मोबाइल की रोशनी में मरीजों का किया गया ऑपरेशन bbox=[504, 1878, 611, 1933]
continuation-col-bengal bbox=[924, 1565, 1070, 2388]
story-body-side: मुंबई। केंद्रीय मंत्री पंकज चौधरी ने सोमवार को कहा कि प्रधानमंत्री मुद्रा योजना के तहत 52 करोड़ से अधिक ऋण खातों के जरिये 33 लाख करोड़ रुपये से अधिक के बिना गारंटी वाले ऋण स्वीकृत किये गये हैं। इस योजना के लाभार्थियों में 68 प्रतिशत महिलाएं हैं। वित्त राज्य मंत्री ने मुद्रा योजना की 10वीं वर्षगांठ पर आयोजित समारोह में कहा कि छोटे उद्यमियों को दिये गये ऋण से भारतीय अर्थव्यवस्था को मजबूती मिली है। सार्वजनिक क्षेत्र के बैंकों और क्षेत्रीय ग्रामीण बैंकों (आरआरबी) के अधिकारियों की 77वें बैच को संबोधित करते हुए यह बात कही। bbox=[971, 690, 1119, 855]
continuation-columns bbox=[199, 1565, 1510, 2388]
story-mineral-welfare bbox=[954, 44, 1510, 605]
page-one-continuations bbox=[199, 1533, 1510, 2399]
story-china-exports bbox=[199, 1030, 944, 1522]
crane-shape bbox=[430, 1089, 432, 1164]
jump-text: आगरा। जिला अस्पताल में बिजली गुल होने पर मोबाइल टॉर्च की रोशनी में दो मरीजों के ऑपरेशन किये जाने का मामला सामने आया है। परिजनों का आरोप है कि जनरेटर खराब होने के बावजूद अधिकारियों ने ध्यान नहीं दिया। मुख्य चिकित्सा अधिकारी ने जांच के आदेश दिये हैं और कहा कि दोषियों को बख्शा नहीं जाएगा। bbox=[491, 1940, 624, 2054]
jump-text: संविधान निर्माता को नमन करते हुए उन्होंने कहा कि सामाजिक न्याय की लड़ाई अभी अधूरी है। इस अवसर पर बड़ी संख्या में कार्यकर्ता मौजूद रहे। कार्यक्रम का समापन राष्ट्रगान के साथ हुआ। जिले भर में अम्बेडकर जयंती पर गोष्ठियों और शोभायात्राओं का आयोजन किया गया। विभिन्न सामाजिक संगठनों ने प्रतिमाओं पर माल्यार्पण कर श्रद्धांजलि अर्पित की। bbox=[638, 1565, 771, 1692]
photo-and-text bbox=[596, 690, 963, 1002]
container-port-photo bbox=[380, 1075, 657, 1274]
contact-email: voiceoflucknow@gmail.com bbox=[1399, 20, 1508, 31]
